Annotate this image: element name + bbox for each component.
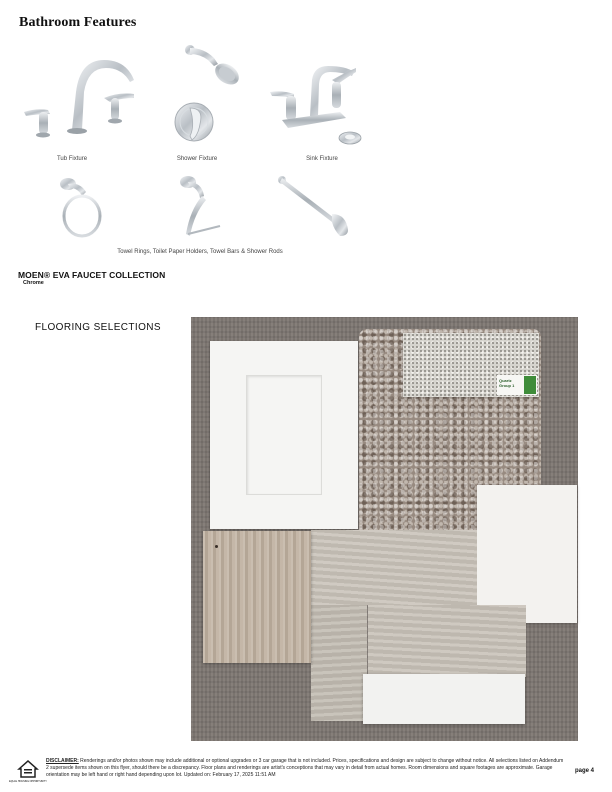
flooring-title: FLOORING SELECTIONS [35,322,161,333]
collection-name: MOEN® EVA FAUCET COLLECTION [18,270,166,280]
sink-fixture-image [268,58,366,150]
quartz-tag-text: Quartz Group 1 [499,378,515,388]
subway-tile-sample [363,674,525,724]
quartz-sample [403,333,539,397]
towel-ring-image [58,174,106,240]
sink-fixture-caption: Sink Fixture [306,156,338,162]
shower-fixture-image [170,44,244,156]
page-number: page 4 [575,768,595,774]
accessories-caption: Towel Rings, Toilet Paper Holders, Towel Bars & Shower Rods [117,249,283,255]
equal-housing-icon [9,759,47,783]
gray-tile-sample-3 [368,605,526,677]
white-tile-sample [477,485,577,623]
eho-text: EQUAL HOUSING OPPORTUNITY [9,780,47,783]
cabinet-door-sample [210,341,358,529]
disclaimer-label: DISCLAIMER: [46,758,79,764]
wood-plank-sample [203,531,311,663]
tub-fixture-caption: Tub Fixture [56,156,88,162]
quartz-tag [497,375,537,395]
gray-tile-sample-2 [311,605,367,721]
disclaimer [46,758,566,780]
tub-fixture-image [20,52,142,138]
flooring-board-image [191,317,578,741]
paper-holder-image [176,174,224,240]
shower-fixture-caption: Shower Fixture [176,156,218,162]
page-title: Bathroom Features [19,15,137,30]
collection-finish: Chrome [23,280,44,286]
gray-tile-sample [311,530,477,605]
disclaimer-text: Renderings and/or photos shown may include additional or optional upgrades or 3 car garage that is not included. Prices, specifications and design are subject to change without notice. All selections listed on Addendum 2 supersede items shown on this flyer, should there be a discrepancy. Floor plans and renderings are artist's conceptions that may vary in detail from actual homes. Room dimensions and square footages are approximate. Garage orientation may be left hand or right hand depending upon lot. Updated on: February 17, 2025 11:51 AM [46,758,564,779]
towel-bar-image [276,174,352,240]
